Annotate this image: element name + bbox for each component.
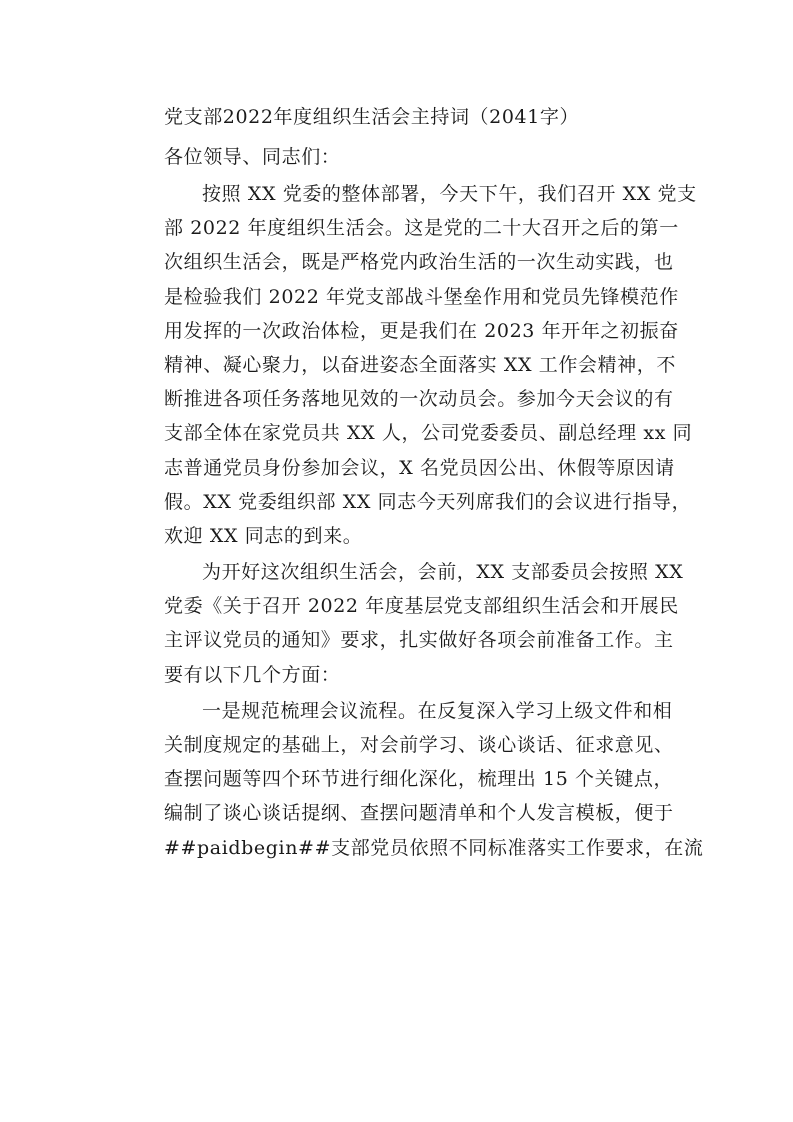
text-line: 党委《关于召开 2022 年度基层党支部组织生活会和开展民 <box>164 595 679 618</box>
text-line: 志普通党员身份参加会议，X 名党员因公出、休假等原因请 <box>164 456 675 479</box>
text-line: 假。XX 党委组织部 XX 同志今天列席我们的会议进行指导， <box>164 490 692 513</box>
document-body <box>126 100 704 865</box>
paragraph-meeting-intro <box>126 177 697 553</box>
text-line: 断推进各项任务落地见效的一次动员会。参加今天会议的有 <box>164 388 674 411</box>
text-line: 用发挥的一次政治体检，更是我们在 2023 年开年之初振奋 <box>164 319 679 342</box>
text-line: 查摆问题等四个环节进行细化深化，梳理出 15 个关键点， <box>164 768 674 791</box>
text-line: ##paidbegin##支部党员依照不同标准落实工作要求，在流 <box>164 836 704 859</box>
paragraph-preparation <box>126 555 684 692</box>
text-line: 编制了谈心谈话提纲、查摆问题清单和个人发言模板，便于 <box>164 802 674 825</box>
greeting-line: 各位领导、同志们： <box>164 146 341 168</box>
text-line: 次组织生活会，既是严格党内政治生活的一次生动实践，也 <box>164 251 674 274</box>
text-line: 主评议党员的通知》要求，扎实做好各项会前准备工作。主 <box>164 629 674 652</box>
text-line: 关制度规定的基础上，对会前学习、谈心谈话、征求意见、 <box>164 734 674 756</box>
text-line: 按照 XX 党委的整体部署，今天下午，我们召开 XX 党支 <box>202 183 697 205</box>
text-line: 部 2022 年度组织生活会。这是党的二十大召开之后的第一 <box>164 217 679 240</box>
text-line: 是检验我们 2022 年党支部战斗堡垒作用和党员先锋模范作 <box>164 285 679 308</box>
text-line: 为开好这次组织生活会，会前，XX 支部委员会按照 XX <box>202 561 684 584</box>
text-line: 支部全体在家党员共 XX 人，公司党委委员、副总经理 xx 同 <box>164 422 693 445</box>
text-line: 一是规范梳理会议流程。在反复深入学习上级文件和相 <box>202 699 673 722</box>
text-line: 精神、凝心聚力，以奋进姿态全面落实 XX 工作会精神，不 <box>164 353 676 376</box>
text-line: 欢迎 XX 同志的到来。 <box>164 524 363 547</box>
paragraph-process <box>126 694 704 865</box>
text-line: 要有以下几个方面： <box>164 663 341 686</box>
document-title: 党支部2022年度组织生活会主持词（2041字） <box>164 106 580 128</box>
